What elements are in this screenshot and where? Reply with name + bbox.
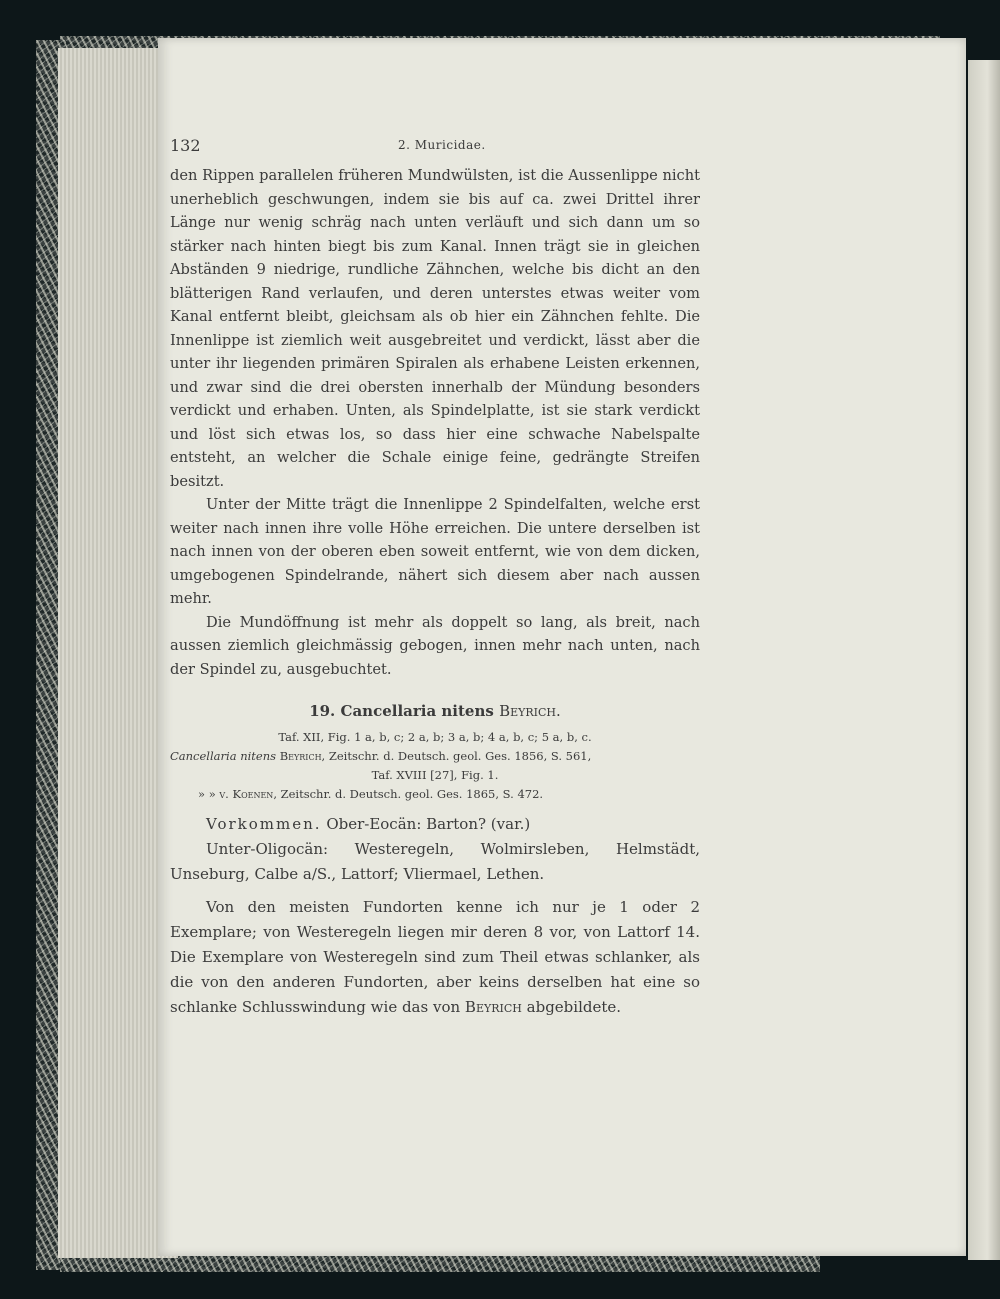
synonymy-1-name: Cancellaria nitens <box>170 749 277 763</box>
occurrence-label: Vorkommen. <box>206 815 322 833</box>
paragraph-3: Die Mundöffnung ist mehr als doppelt so lang, als breit, nach aussen ziemlich gleichmässig gebogen, innen mehr nach unten, nach der Spindel zu, ausgebuchtet. <box>170 613 700 678</box>
occurrence-upper <box>170 812 700 837</box>
final-paragraph-author: Beyrich <box>464 998 522 1016</box>
plate-reference: Taf. XII, Fig. 1 a, b, c; 2 a, b; 3 a, b; 4 a, b, c; 5 a, b, c. <box>278 730 592 744</box>
page-header <box>170 136 700 164</box>
occurrence-lower: Unter-Oligocän: Westeregeln, Wolmirsleben, Helmstädt, Unseburg, Calbe a/S., Lattorf; Vliermael, Lethen. <box>170 840 700 883</box>
synonymy-2 <box>170 785 700 804</box>
running-head: 2. Muricidae. <box>398 138 486 152</box>
section-title <box>170 699 700 723</box>
final-paragraph-end: abgebildete. <box>521 998 622 1016</box>
paragraph-2: Unter der Mitte trägt die Innenlippe 2 Spindelfalten, welche erst weiter nach innen ihre volle Höhe erreichen. Die untere derselben ist nach innen von der oberen eben soweit entfernt, wie von dem dicken, umgebogenen Spindelrande, nähert sich diesem aber nach aussen mehr. <box>170 496 700 607</box>
paragraph-1: den Rippen parallelen früheren Mundwülsten, ist die Aussenlippe nicht unerheblich geschwungen, indem sie bis auf ca. zwei Drittel ihrer Länge nur wenig schräg nach unten verläuft und sich dann um so stärker nach hinten biegt bis zum Kanal. Innen trägt sie in gleichen Abständen 9 niedrige, rundliche Zähnchen, welche bis dicht an den blätterigen Rand verlaufen, und deren unterstes etwas weiter vom Kanal entfernt bleibt, gleichsam als ob hier ein Zähnchen fehlte. Die Innenlippe ist ziemlich weit ausgebreitet und verdickt, lässt aber die unter ihr liegenden primären Spiralen als erhabene Leisten erkennen, und zwar sind die drei obersten innerhalb der Mündung besonders verdickt und erhaben. Unten, als Spindelplatte, ist sie stark verdickt und löst sich etwas los, so dass hier eine schwache Nabelspalte entsteht, an welcher die Schale einige feine, gedrängte Streifen besitzt. <box>170 167 700 490</box>
synonymy-1-author: Beyrich <box>279 749 322 763</box>
ditto-marks: » » <box>198 787 216 801</box>
final-paragraph-text: Von den meisten Fundorten kenne ich nur je 1 oder 2 Exemplare; von Westeregeln liegen mir deren 8 vor, von Lattorf 14. Die Exemplare von Westeregeln sind zum Theil etwas schlanker, als die von den anderen Fundorten, aber keins derselben hat eine so schlanke Schlusswindung wie das von <box>170 898 700 1016</box>
synonymy-1-continued: Taf. XVIII [27], Fig. 1. <box>371 768 499 782</box>
facing-page-edge <box>968 60 1000 1260</box>
final-paragraph <box>170 895 700 1020</box>
species-title: 19. Cancellaria nitens <box>309 702 494 720</box>
synonymy-2-author: v. Koenen <box>219 787 274 801</box>
species-author: Beyrich. <box>499 702 561 720</box>
synonymy-1-ref: , Zeitschr. d. Deutsch. geol. Ges. 1856, S. 561, <box>321 749 592 763</box>
page-text <box>170 136 700 1020</box>
page-number: 132 <box>170 136 201 155</box>
occurrence-upper-text: Ober-Eocän: Barton? (var.) <box>326 815 531 833</box>
synonymy-1 <box>170 747 700 766</box>
synonymy-2-ref: , Zeitschr. d. Deutsch. geol. Ges. 1865, S. 472. <box>273 787 544 801</box>
